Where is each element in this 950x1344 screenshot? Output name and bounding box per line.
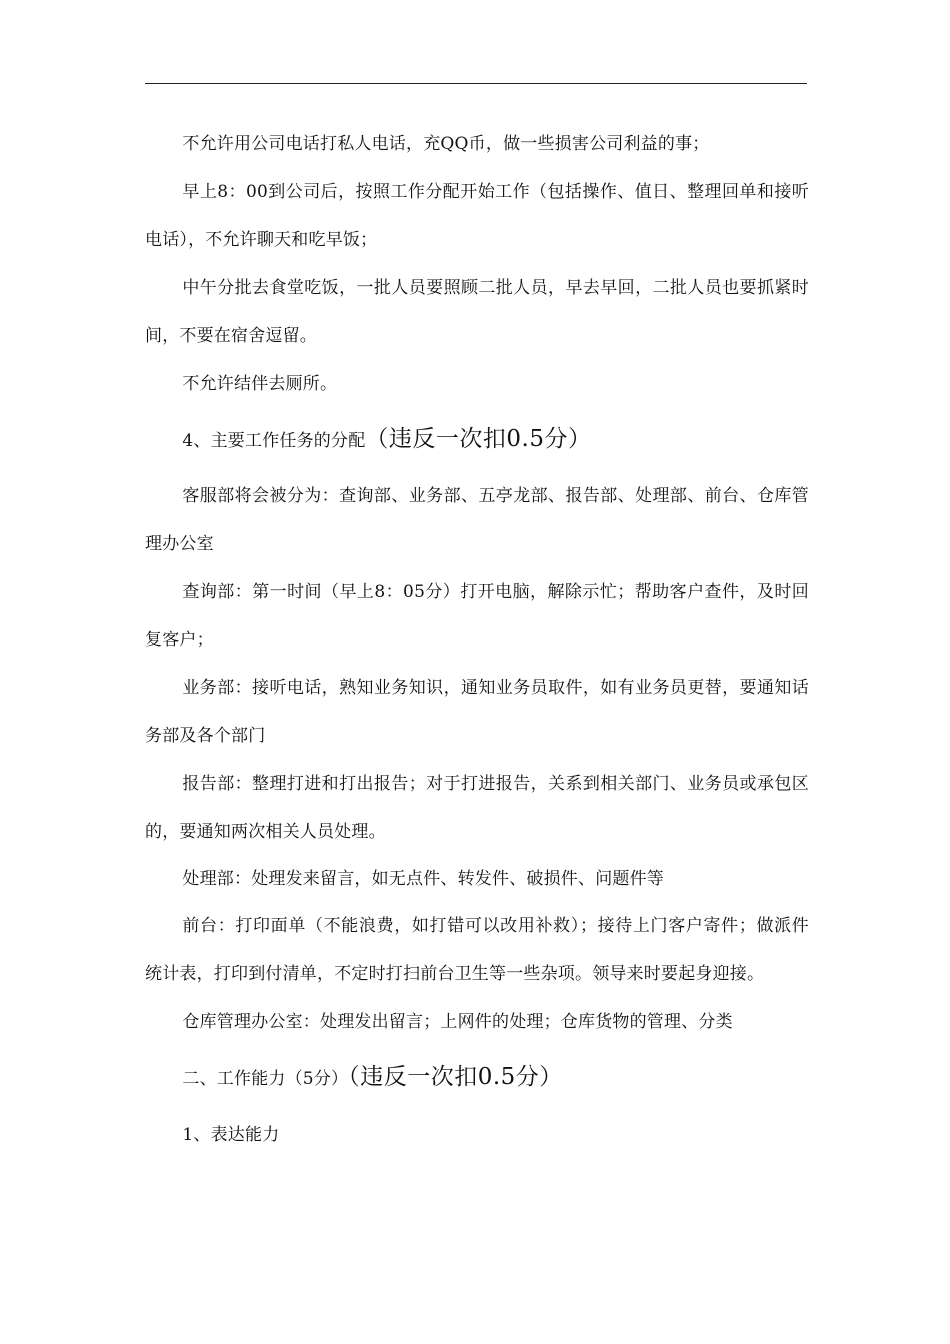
paragraph-no-private-calls: 不允许用公司电话打私人电话，充QQ币，做一些损害公司利益的事；: [182, 134, 710, 154]
heading-title: 1、表达能力: [182, 1125, 280, 1145]
paragraph-lunch: 中午分批去食堂吃饭，一批人员要照顾二批人员，早去早回，二批人员也要抓紧时间，不要在宿舍逗留。: [145, 278, 809, 346]
paragraph-business-dept: 业务部：接听电话，熟知业务知识，通知业务员取件，如有业务员更替，要通知话务部及各个部门: [145, 678, 809, 746]
paragraph-report-dept: 报告部：整理打进和打出报告；对于打进报告，关系到相关部门、业务员或承包区的，要通知两次相关人员处理。: [145, 774, 809, 842]
heading-title: 4、主要工作任务的分配: [182, 431, 366, 451]
header-rule: [145, 83, 807, 84]
paragraph-departments: 客服部将会被分为：查询部、业务部、五亭龙部、报告部、处理部、前台、仓库管理办公室: [145, 486, 809, 554]
heading-penalty: （违反一次扣0.5分）: [348, 1064, 563, 1090]
heading-title: 二、工作能力（5分）: [182, 1069, 349, 1089]
paragraph-restroom: 不允许结伴去厕所。: [182, 374, 338, 394]
paragraph-processing-dept: 处理部：处理发来留言，如无点件、转发件、破损件、问题件等: [182, 869, 664, 889]
document-body: [145, 120, 809, 1166]
paragraph-warehouse-office: 仓库管理办公室：处理发出留言；上网件的处理；仓库货物的管理、分类: [182, 1012, 733, 1032]
heading-penalty: （违反一次扣0.5分）: [365, 426, 592, 452]
section-heading-work-ability: [145, 1052, 809, 1104]
paragraph-query-dept: 查询部：第一时间（早上8：05分）打开电脑，解除示忙；帮助客户查件，及时回复客户；: [145, 582, 809, 650]
paragraph-morning-start: 早上8：00到公司后，按照工作分配开始工作（包括操作、值日、整理回单和接听电话），不允许聊天和吃早饭；: [145, 182, 809, 250]
section-heading-task-allocation: [145, 414, 809, 466]
paragraph-front-desk: 前台：打印面单（不能浪费，如打错可以改用补救）；接待上门客户寄件；做派件统计表，打印到付清单，不定时打扫前台卫生等一些杂项。领导来时要起身迎接。: [145, 916, 809, 984]
section-heading-expression: [145, 1110, 809, 1160]
